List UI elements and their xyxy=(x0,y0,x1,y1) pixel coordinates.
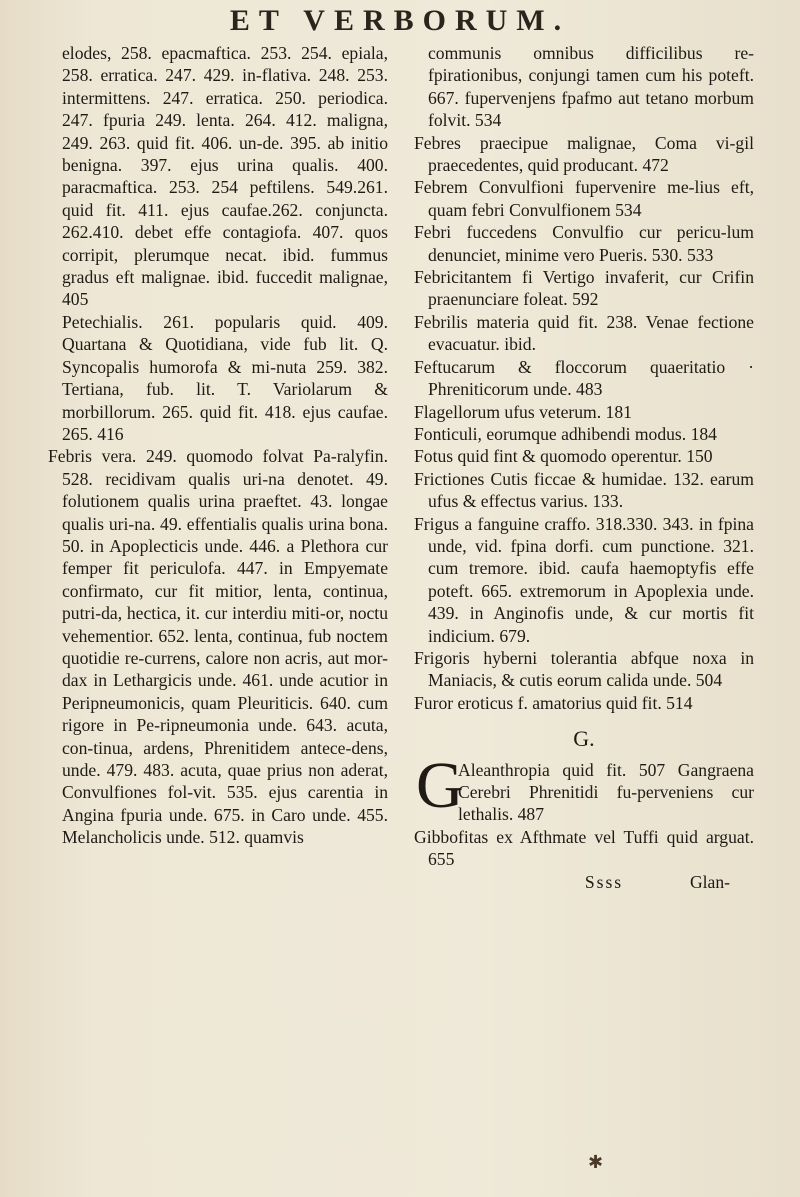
index-entry: Febres praecipue malignae, Coma vi-gil praecedentes, quid producant. 472 xyxy=(414,132,754,176)
running-header: ET VERBORUM. xyxy=(229,4,571,37)
drop-cap: G xyxy=(416,748,464,822)
index-entry: Febricitantem fi Vertigo invaferit, cur Crifin praenunciare foleat. 592 xyxy=(414,267,754,310)
right-column-entries-g xyxy=(414,826,754,871)
index-entry: Gibbofitas ex Afthmate vel Tuffi quid arguat. 655 xyxy=(414,826,754,870)
index-entry: communis omnibus difficilibus re-fpirationibus, conjungi tamen cum his poteft. 667. fupervenjens fpafmo aut tetano morbum folvit. 534 xyxy=(428,43,754,131)
signature-mark: Ssss xyxy=(584,871,624,892)
index-entry: elodes, 258. epacmaftica. 253. 254. epiala, 258. erratica. 247. 429. in-flativa. 248. 253. intermittens. 247. erratica. 250. periodica. 247. fpuria 249. lenta. 264. 412. maligna, 249. 263. quid fit. 406. un-de. 395. ab initio benigna. 397. ejus urina qualis. 400. paracmaftica. 253. 254 peftilens. 549.261. quid fit. 411. ejus caufae.262. conjuncta. 262.410. debet effe contagiofa. 407. quos corripit, plerumque necat. ibid. fummus gradus eft malignae. ibid. fuccedit malignae, 405 xyxy=(62,43,388,310)
ink-mark: ✱ xyxy=(588,1152,604,1172)
index-entry: Frigoris hyberni tolerantia abfque noxa in Maniacis, & cutis eorum calida unde. 504 xyxy=(414,647,754,691)
index-entry: Frictiones Cutis ficcae & humidae. 132. earum ufus & effectus varius. 133. xyxy=(414,468,754,512)
index-entry: Flagellorum ufus veterum. 181 xyxy=(414,401,632,422)
dropcap-entry xyxy=(414,748,754,826)
index-entry: Febrem Convulfioni fupervenire me-lius eft, quam febri Convulfionem 534 xyxy=(414,177,754,220)
right-column xyxy=(414,42,754,893)
right-column-entries-f xyxy=(414,42,754,714)
section-letter: G. xyxy=(573,726,595,752)
index-entry: Petechialis. 261. popularis quid. 409. Quartana & Quotidiana, vide fub lit. Q. Syncopalis humorofa & mi-nuta 259. 382. Tertiana, fub. lit. T. Variolarum & morbillorum. 265. quid fit. 418. ejus caufae. 265. 416 xyxy=(62,311,388,444)
index-entry: Frigus a fanguine craffo. 318.330. 343. in fpina unde, vid. fpina dorfi. cum punctione. 321. cum tremore. ibid. caufa haemoptyfis effe poteft. 665. extremorum in Apoplexia unde. 439. in Anginofis unde, & cur mortis fit indicium. 679. xyxy=(414,513,754,646)
index-entry: Feftucarum & floccorum quaeritatio · Phreniticorum unde. 483 xyxy=(414,356,754,400)
index-entry: Fotus quid fint & quomodo operentur. 150 xyxy=(414,446,713,467)
dropcap-entry-text: Aleanthropia quid fit. 507 Gangraena Cerebri Phrenitidi fu-perveniens cur lethalis. 487 xyxy=(458,759,754,825)
index-entry: Febris vera. 249. quomodo folvat Pa-ralyfin. 528. recidivam qualis uri-na denotet. 49. folutionem qualis urina praeftet. 43. longae qualis uri-na. 49. effentialis qualis urina bona. 50. in Apoplecticis unde. 446. a Plethora cur femper fit periculofa. 447. in Empyemate confirmato, cur fit mitior, lenta, continua, putri-da, hectica, it. cur interdiu miti-or, noctu vehementior. 652. lenta, continua, fub noctem quotidie re-currens, calore non acris, aut mor-dax in Lethargicis unde. 461. unde acutior in Peripneumonicis, quam Pleuriticis. 640. cum rigore in Pe-ripneumonia unde. 643. acuta, con-tinua, ardens, Phrenitidem antece-dens, unde. 479. 483. acuta, quae prius non aderat, Convulfiones fol-vit. 535. ejus carentia in Angina fpuria unde. 675. in Caro unde. 455. Melancholicis unde. 512. quamvis xyxy=(48,446,388,848)
index-entry: Furor eroticus f. amatorius quid fit. 514 xyxy=(414,692,693,713)
index-entry: Fonticuli, eorumque adhibendi modus. 184 xyxy=(414,423,717,444)
left-column xyxy=(48,42,388,849)
index-entry: Febri fuccedens Convulfio cur pericu-lum denunciet, minime vero Pueris. 530. 533 xyxy=(414,222,754,265)
index-entry: Febrilis materia quid fit. 238. Venae fectione evacuatur. ibid. xyxy=(414,311,754,355)
catchword: Glan- xyxy=(689,872,730,893)
